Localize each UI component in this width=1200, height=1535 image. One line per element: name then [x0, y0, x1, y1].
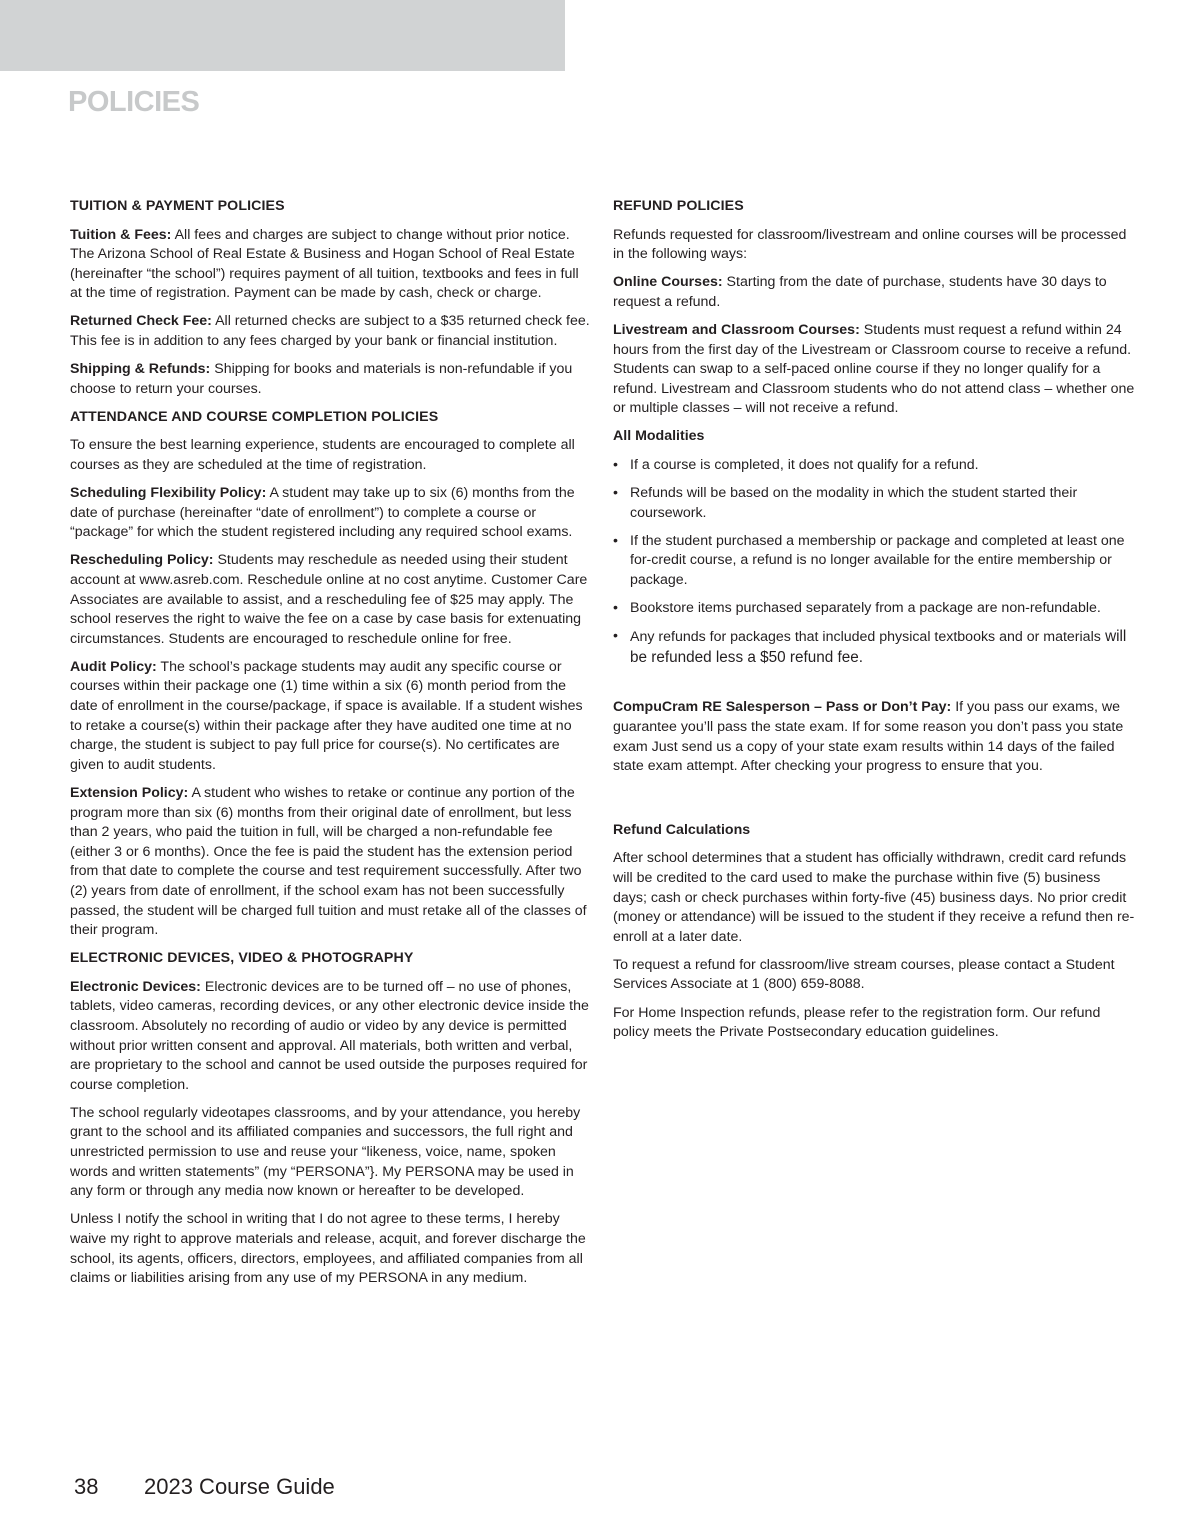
- shipping-text: Shipping for books and materials is non-refundable if you choose to return your courses.: [70, 361, 573, 397]
- audit-text: The school’s package students may audit any specific course or courses within their package one (1) time within a six (6) month period from the date of enrollment in the course/package, if space is available. If a student wishes to retake a course(s) within their package after they have audited one time at no charge, the student is subject to pay full price for course(s). No certificates are given to audit students.: [70, 658, 583, 773]
- all-modalities-heading: All Modalities: [613, 428, 705, 445]
- scheduling-paragraph: [70, 484, 590, 543]
- guide-title: 2023 Course Guide: [144, 1474, 335, 1499]
- list-item: [613, 484, 1135, 523]
- video-paragraph: The school regularly videotapes classrooms, and by your attendance, you hereby grant to the school and its affiliated companies and successors, the full right and unrestricted permission to use and reuse your “likeness, voice, name, spoken words and written statements” (my “PERSONA”}. My PERSONA may be used in any form or through any media now known or hereafter to be developed.: [70, 1104, 581, 1200]
- attendance-intro: To ensure the best learning experience, students are encouraged to complete all courses as they are scheduled at the time of registration.: [70, 437, 575, 474]
- devices-paragraph: [70, 978, 590, 1096]
- bullet-icon: •: [613, 485, 618, 502]
- online-courses-paragraph: [613, 273, 1135, 312]
- page-title: POLICIES: [68, 86, 200, 118]
- returned-check-text: All returned checks are subject to a $35 returned check fee. This fee is in addition to any fees charged by your bank or financial institution.: [70, 313, 590, 350]
- scheduling-text: A student may take up to six (6) months from the date of purchase (hereinafter “date of enrollment”) to complete a course or “package” for which the student registered including any required school exams.: [70, 485, 575, 541]
- attendance-heading: ATTENDANCE AND COURSE COMPLETION POLICIES: [70, 408, 439, 425]
- list-item-text: Bookstore items purchased separately from a package are non-refundable.: [630, 600, 1101, 617]
- calculations-paragraph-1: After school determines that a student has officially withdrawn, credit card refunds will be credited to the card used to make the purchase within five (5) business days; cash or check purchases within forty-five (45) business days. No prior credit (money or attendance) will be issued to the student if they receive a refund then re-enroll at a later date.: [613, 850, 1135, 945]
- refund-intro: Refunds requested for classroom/livestream and online courses will be processed in the following ways:: [613, 226, 1127, 263]
- rescheduling-paragraph: [70, 551, 590, 649]
- devices-label: Electronic Devices:: [70, 978, 201, 995]
- compucram-paragraph: [613, 698, 1135, 776]
- shipping-label: Shipping & Refunds:: [70, 361, 211, 378]
- bullet-icon: •: [613, 600, 618, 617]
- scheduling-label: Scheduling Flexibility Policy:: [70, 485, 267, 502]
- returned-check-label: Returned Check Fee:: [70, 313, 212, 330]
- list-item-text: Any refunds for packages that included physical textbooks and or materials: [630, 629, 1101, 646]
- page-number: 38: [74, 1474, 99, 1499]
- returned-check-paragraph: [70, 312, 590, 351]
- refund-calculations-heading: Refund Calculations: [613, 821, 751, 838]
- devices-text: Electronic devices are to be turned off – no use of phones, tablets, video cameras, recording devices, or any other electronic device inside the classroom. Absolutely no recording of audio or video by any device is permitted without prior written consent and approval. All materials, both written and verbal, are proprietary to the school and cannot be used outside the purposes required for course completion.: [70, 978, 589, 1093]
- tuition-heading: TUITION & PAYMENT POLICIES: [70, 198, 285, 214]
- list-item: [613, 599, 1135, 619]
- audit-paragraph: [70, 658, 590, 776]
- electronic-heading: ELECTRONIC DEVICES, VIDEO & PHOTOGRAPHY: [70, 950, 414, 967]
- compucram-label: CompuCram RE Salesperson – Pass or Don’t Pay:: [613, 699, 952, 716]
- shipping-paragraph: [70, 360, 590, 399]
- livestream-paragraph: [613, 321, 1135, 419]
- extension-text: A student who wishes to retake or continue any portion of the program more than six (6) months from their original date of enrollment, but less than 2 years, who paid the tuition in full, will be charged a non-refundable fee (either 3 or 6 months). Once the fee is paid the student has the extension period from that date to complete the course and test requirement successfully. After two (2) years from date of enrollment, if the school exam has not been successfully passed, the student will be charged full tuition and must retake all of the classes of their program.: [70, 784, 587, 939]
- list-item-text-large: will be refunded less a $50 refund fee.: [630, 628, 1127, 666]
- tuition-fees-paragraph: [70, 226, 590, 304]
- list-item: [613, 532, 1135, 591]
- calculations-paragraph-3: For Home Inspection refunds, please refer to the registration form. Our refund policy meets the Private Postsecondary education guidelines.: [613, 1004, 1101, 1041]
- bullet-icon: •: [613, 532, 618, 549]
- page-footer: [74, 1474, 335, 1500]
- right-column: [613, 197, 1135, 1051]
- rescheduling-label: Rescheduling Policy:: [70, 552, 214, 569]
- left-column: [70, 197, 590, 1297]
- bullet-icon: •: [613, 457, 618, 474]
- header-band: [0, 0, 565, 71]
- online-courses-label: Online Courses:: [613, 274, 723, 291]
- rescheduling-text: Students may reschedule as needed using their student account at www.asreb.com. Reschedule online at no cost anytime. Customer Care Associates are available to assist, and a rescheduling fee of $25 may apply. The school reserves the right to waive the fee on a case by case basis for extenuating circumstances. Students are encouraged to reschedule online for free.: [70, 552, 588, 647]
- tuition-fees-label: Tuition & Fees:: [70, 226, 172, 243]
- compucram-text: If you pass our exams, we guarantee you’ll pass the state exam. If for some reason you don’t pass you state exam Just send us a copy of your state exam results within 14 days of the failed state exam attempt. After checking your progress to ensure that you.: [613, 699, 1124, 775]
- list-item-text: If a course is completed, it does not qualify for a refund.: [630, 457, 979, 474]
- livestream-text: Students must request a refund within 24 hours from the first day of the Livestream or Classroom course to receive a refund. Students can swap to a self-paced online course if they no longer qualify for a refund. Livestream and Classroom students who do not attend class – whether one or multiple classes – will not receive a refund.: [613, 321, 1135, 417]
- list-item: [613, 627, 1135, 668]
- waiver-paragraph: Unless I notify the school in writing that I do not agree to these terms, I hereby waive my right to approve materials and release, acquit, and forever discharge the school, its agents, officers, directors, employees, and affiliated companies from all claims or liabilities arising from any use of my PERSONA in any medium.: [70, 1211, 586, 1287]
- livestream-label: Livestream and Classroom Courses:: [613, 321, 860, 338]
- calculations-paragraph-2: To request a refund for classroom/live stream courses, please contact a Student Services Associate at 1 (800) 659-8088.: [613, 956, 1115, 993]
- extension-paragraph: [70, 784, 590, 941]
- bullet-icon: •: [613, 628, 618, 645]
- refund-heading: REFUND POLICIES: [613, 198, 744, 214]
- audit-label: Audit Policy:: [70, 658, 157, 675]
- list-item-text: Refunds will be based on the modality in which the student started their coursework.: [630, 485, 1078, 521]
- online-courses-text: Starting from the date of purchase, students have 30 days to request a refund.: [613, 274, 1107, 310]
- list-item-text: If the student purchased a membership or package and completed at least one for-credit course, a refund is no longer available for the entire membership or package.: [630, 532, 1125, 588]
- extension-label: Extension Policy:: [70, 784, 189, 801]
- list-item: [613, 456, 1135, 476]
- modalities-list: [613, 456, 1135, 668]
- tuition-fees-text: All fees and charges are subject to change without prior notice. The Arizona School of Real Estate & Business and Hogan School of Real Estate (hereinafter “the school”) requires payment of all tuition, textbooks and fees in full at the time of registration. Payment can be made by cash, check or charge.: [70, 226, 579, 302]
